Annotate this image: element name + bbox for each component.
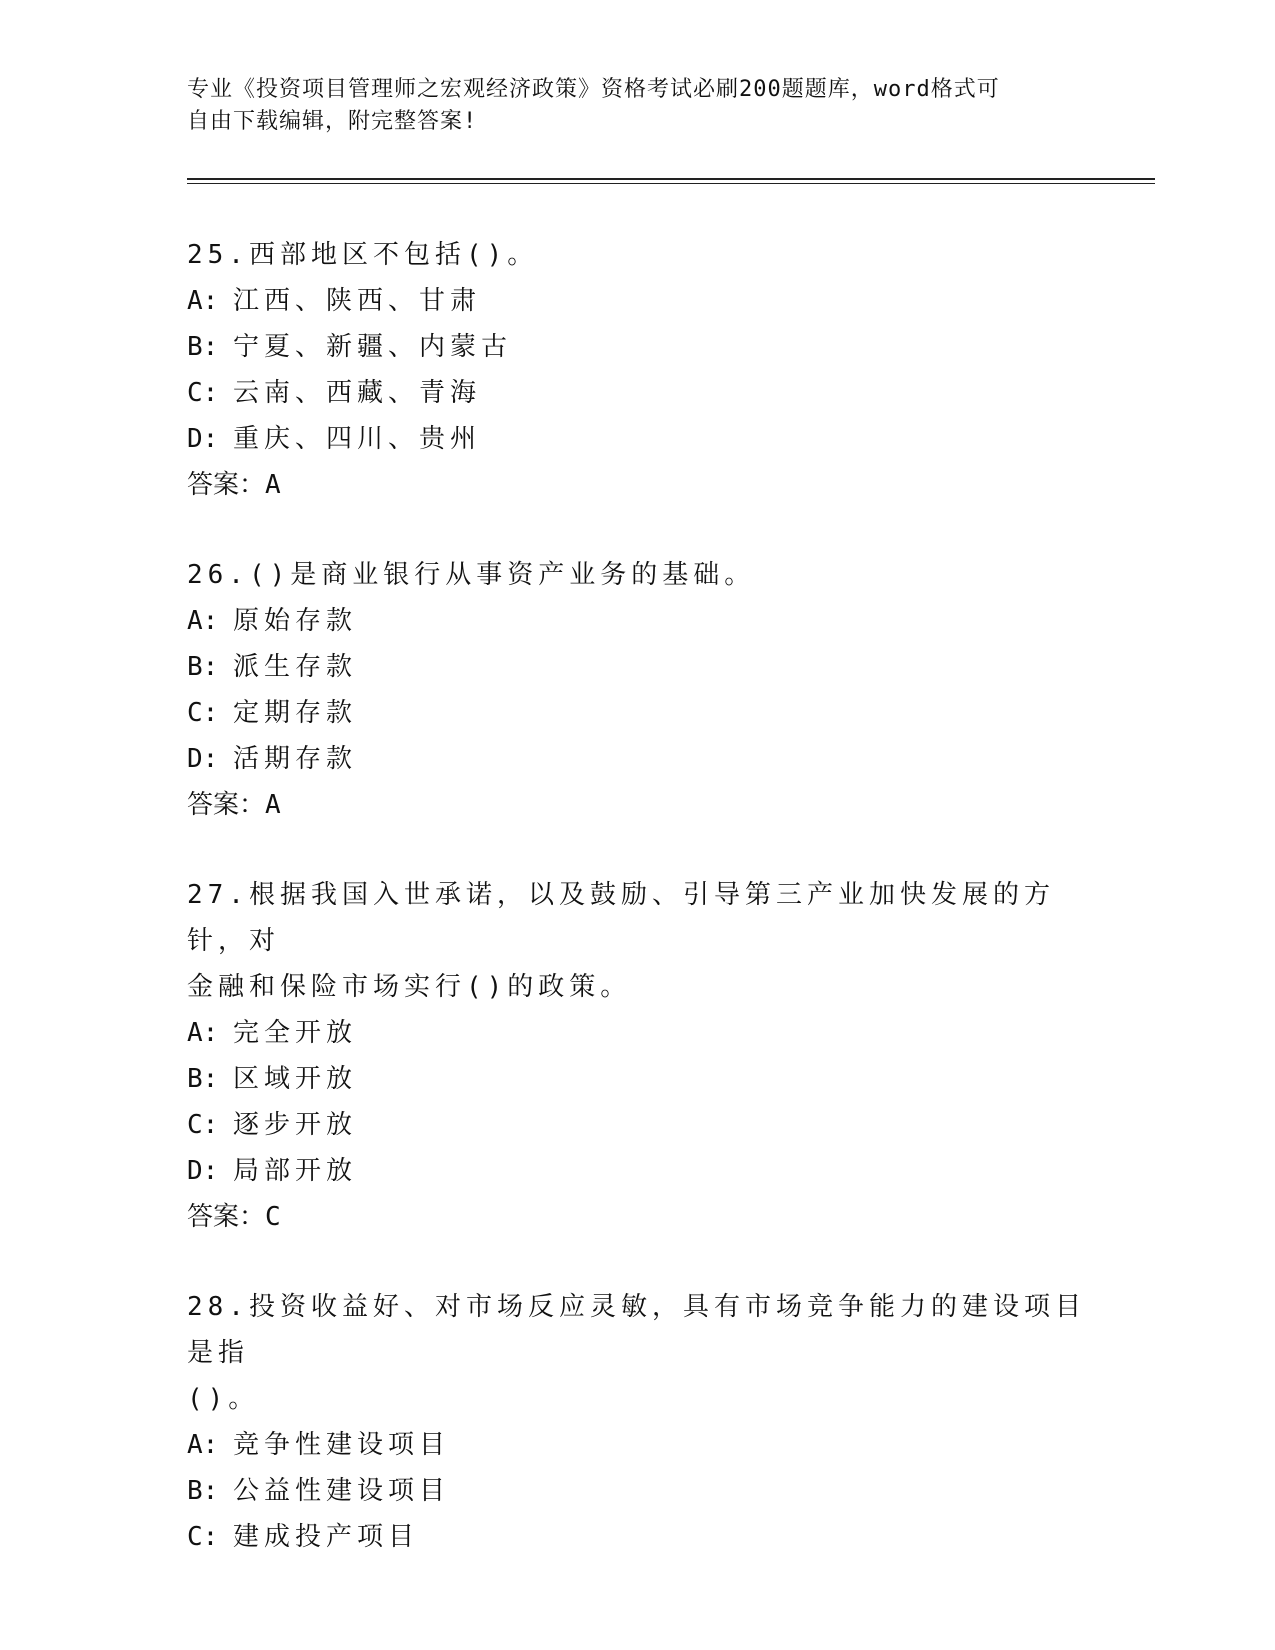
answer-option xyxy=(187,1056,1087,1102)
option-text: 重庆、四川、贵州 xyxy=(233,424,482,454)
question-block xyxy=(187,1284,1087,1560)
answer-option xyxy=(187,278,1087,324)
answer-option xyxy=(187,1010,1087,1056)
document-header xyxy=(187,74,1067,138)
answer-option xyxy=(187,1148,1087,1194)
option-text: 宁夏、新疆、内蒙古 xyxy=(233,332,513,362)
answer-option xyxy=(187,1468,1087,1514)
answer-option xyxy=(187,1422,1087,1468)
option-label: D: xyxy=(187,1156,219,1186)
question-text: 28.投资收益好、对市场反应灵敏，具有市场竞争能力的建设项目是指 xyxy=(187,1292,1086,1368)
option-label: B: xyxy=(187,332,219,362)
answer-option xyxy=(187,1514,1087,1560)
answer-option xyxy=(187,598,1087,644)
option-label: D: xyxy=(187,424,219,454)
option-text: 建成投产项目 xyxy=(233,1522,420,1552)
option-label: C: xyxy=(187,378,219,408)
header-divider-thick xyxy=(187,178,1155,180)
question-text: 26.()是商业银行从事资产业务的基础。 xyxy=(187,560,756,590)
option-label: B: xyxy=(187,652,219,682)
option-label: C: xyxy=(187,698,219,728)
option-text: 局部开放 xyxy=(233,1156,358,1186)
option-label: A: xyxy=(187,1018,219,1048)
question-block xyxy=(187,232,1087,508)
question-text: 金融和保险市场实行()的政策。 xyxy=(187,972,632,1002)
option-text: 完全开放 xyxy=(233,1018,358,1048)
header-divider-thin xyxy=(187,183,1155,184)
answer-key: 答案：A xyxy=(187,790,281,820)
header-line-2: 自由下载编辑，附完整答案! xyxy=(187,109,478,134)
option-label: D: xyxy=(187,744,219,774)
answer-option xyxy=(187,324,1087,370)
option-label: B: xyxy=(187,1476,219,1506)
answer-option xyxy=(187,736,1087,782)
answer-option xyxy=(187,370,1087,416)
option-label: A: xyxy=(187,286,219,316)
answer-option xyxy=(187,416,1087,462)
question-text: 25.西部地区不包括()。 xyxy=(187,240,539,270)
answer-option xyxy=(187,1102,1087,1148)
option-text: 公益性建设项目 xyxy=(233,1476,451,1506)
option-text: 江西、陕西、甘肃 xyxy=(233,286,482,316)
question-block xyxy=(187,872,1087,1240)
answer-key: 答案：C xyxy=(187,1202,281,1232)
option-label: A: xyxy=(187,606,219,636)
option-text: 区域开放 xyxy=(233,1064,358,1094)
question-text: 27.根据我国入世承诺，以及鼓励、引导第三产业加快发展的方针，对 xyxy=(187,880,1055,956)
option-text: 云南、西藏、青海 xyxy=(233,378,482,408)
option-text: 逐步开放 xyxy=(233,1110,358,1140)
option-label: C: xyxy=(187,1522,219,1552)
option-text: 原始存款 xyxy=(233,606,358,636)
header-line-1: 专业《投资项目管理师之宏观经济政策》资格考试必刷200题题库，word格式可 xyxy=(187,77,1000,102)
option-text: 派生存款 xyxy=(233,652,358,682)
option-text: 活期存款 xyxy=(233,744,358,774)
option-label: A: xyxy=(187,1430,219,1460)
option-text: 定期存款 xyxy=(233,698,358,728)
option-label: C: xyxy=(187,1110,219,1140)
question-list xyxy=(187,232,1087,1604)
question-block xyxy=(187,552,1087,828)
option-text: 竞争性建设项目 xyxy=(233,1430,451,1460)
question-text: ()。 xyxy=(187,1384,260,1414)
answer-option xyxy=(187,644,1087,690)
answer-option xyxy=(187,690,1087,736)
answer-key: 答案：A xyxy=(187,470,281,500)
option-label: B: xyxy=(187,1064,219,1094)
